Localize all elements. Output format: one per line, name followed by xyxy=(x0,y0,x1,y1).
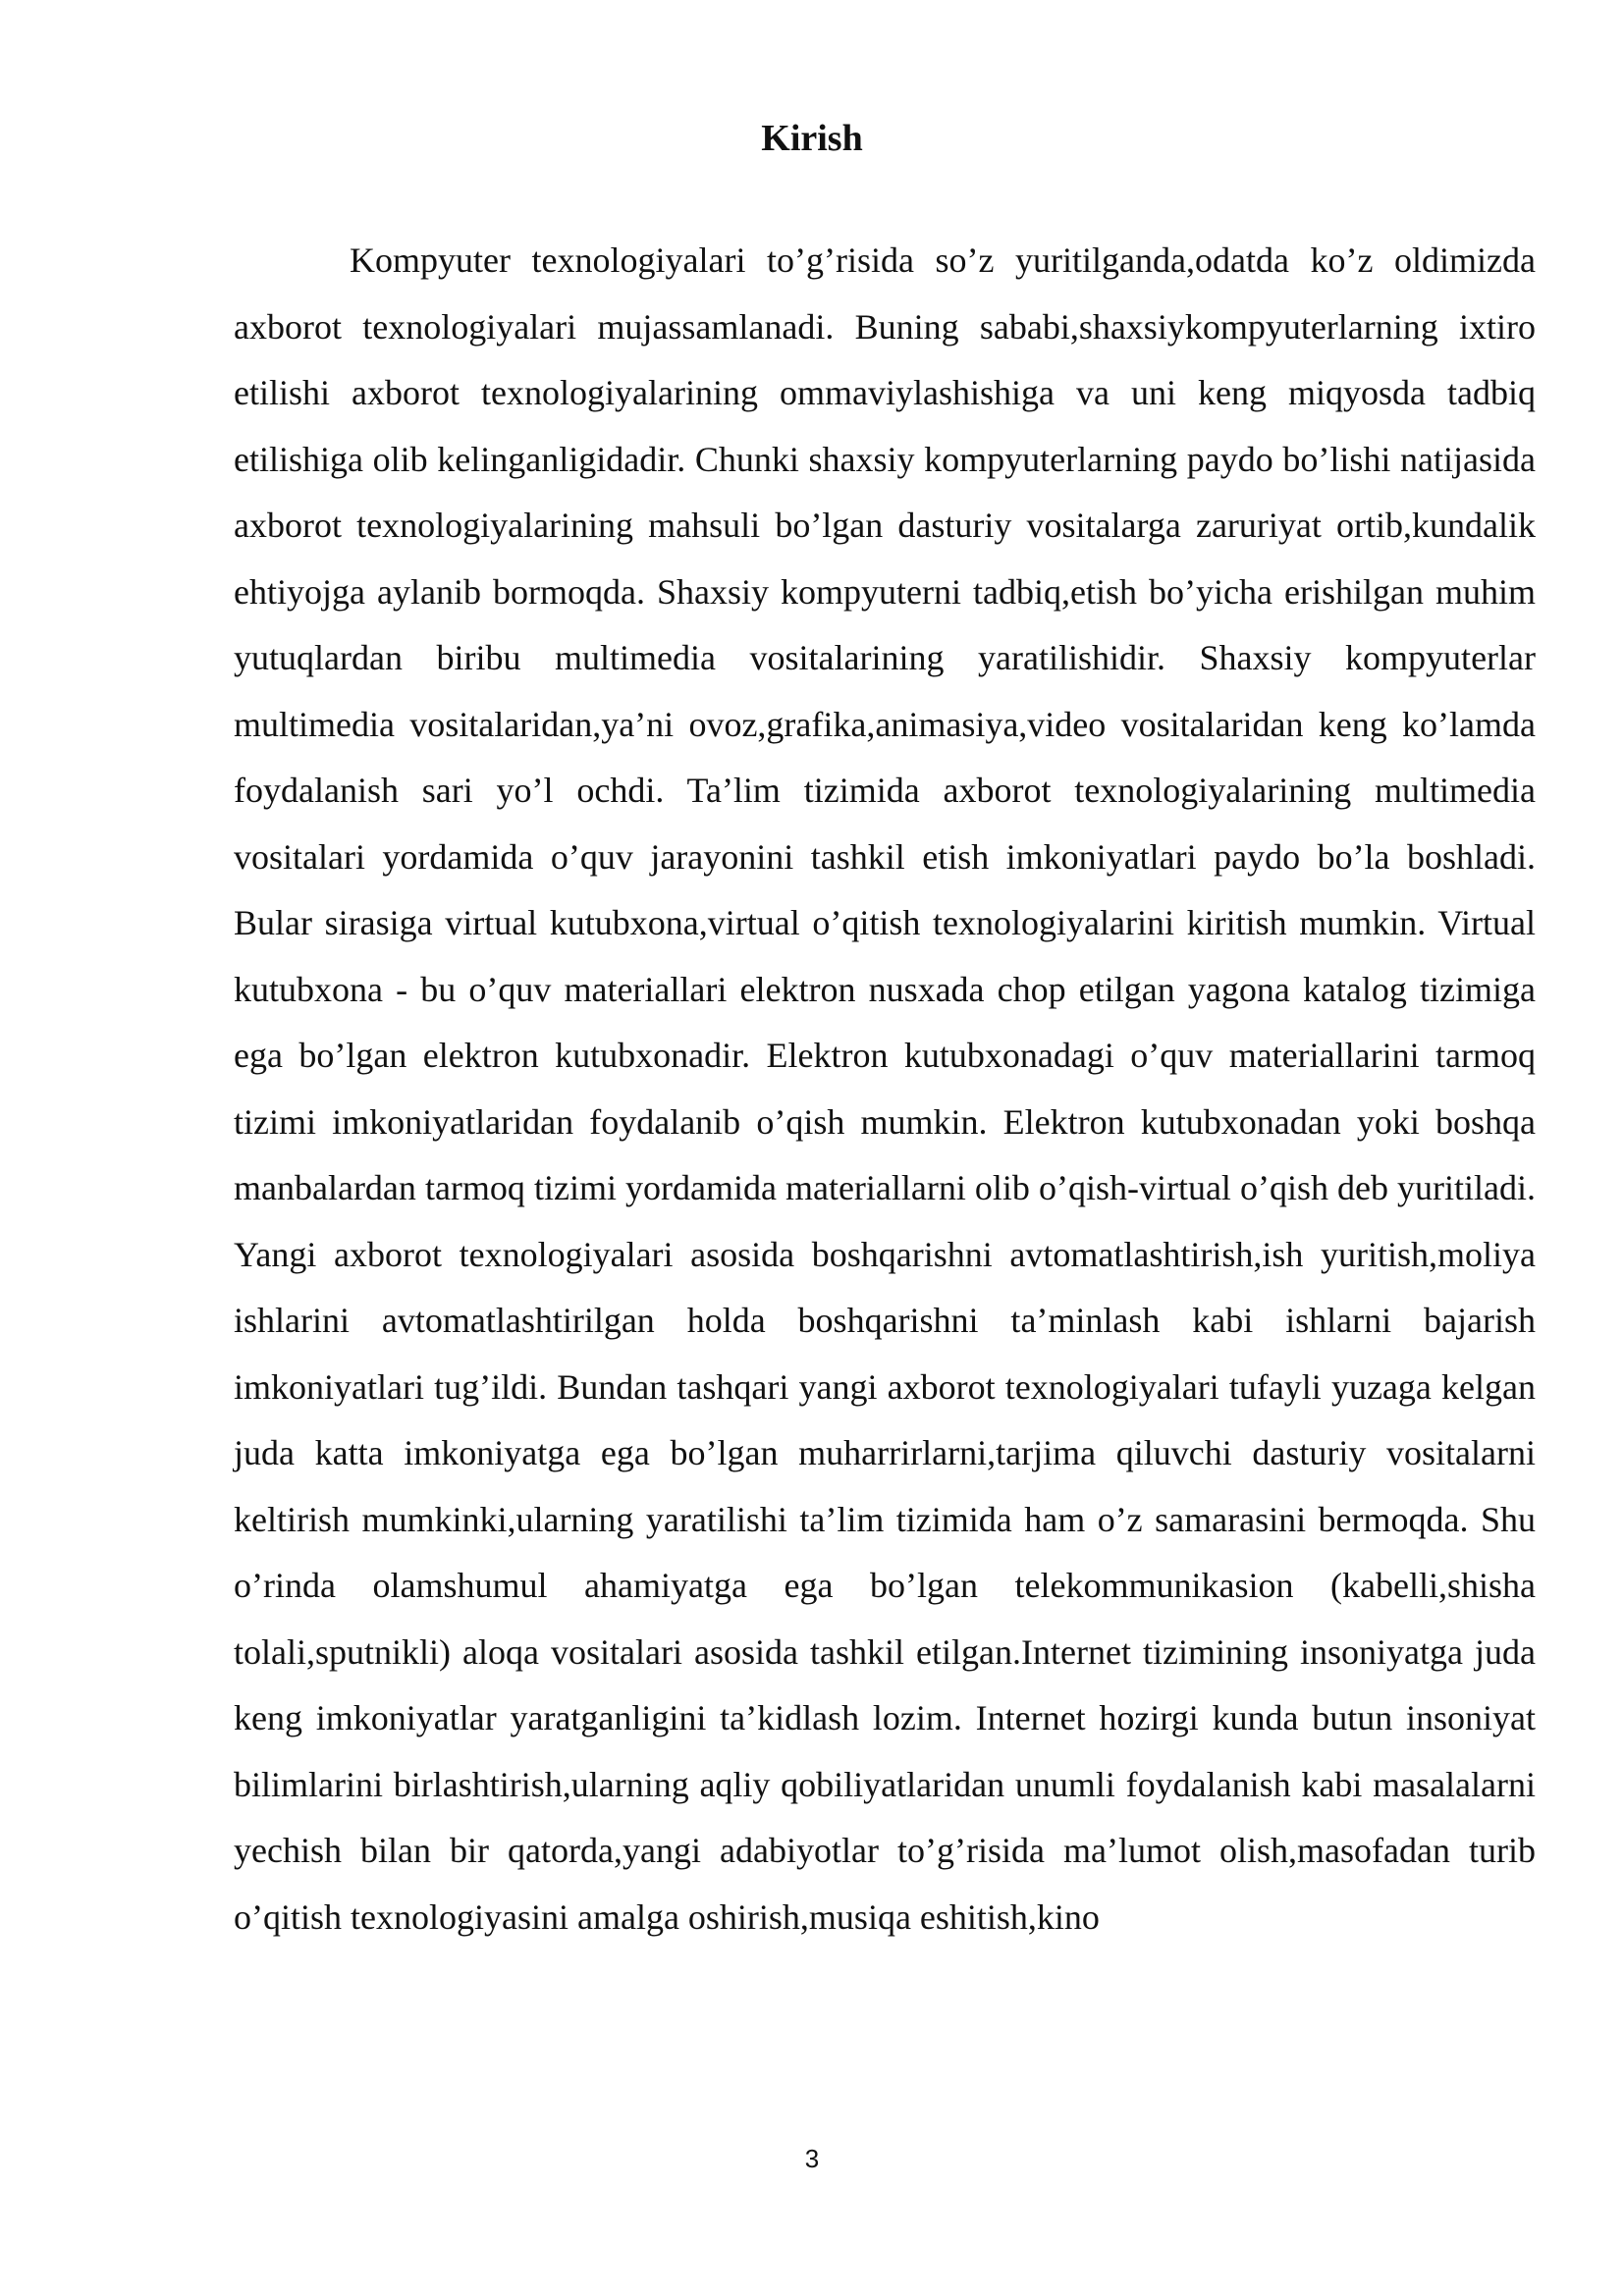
page-title: Kirish xyxy=(761,118,863,159)
page-number: 3 xyxy=(804,2144,820,2173)
body-paragraph: Kompyuter texnologiyalari to’g’risida so’z yuritilganda,odatda ko’z oldimizda axborot texnologiyalari mujassamlanadi. Buning sababi,shaxsiykompyuterlarning ixtiro etilishi axborot texnologiyalarining ommaviylashishiga va uni keng miqyosda tadbiq etilishiga olib kelinganligidadir. Chunki shaxsiy kompyuterlarning paydo bo’lishi natijasida axborot texnologiyalarining mahsuli bo’lgan dasturiy vositalarga zaruriyat ortib,kundalik ehtiyojga aylanib bormoqda. Shaxsiy kompyuterni tadbiq,etish bo’yicha erishilgan muhim yutuqlardan biribu multimedia vositalarining yaratilishidir. Shaxsiy kompyuterlar multimedia vositalaridan,ya’ni ovoz,grafika,animasiya,video vositalaridan keng ko’lamda foydalanish sari yo’l ochdi. Ta’lim tizimida axborot texnologiyalarining multimedia vositalari yordamida o’quv jarayonini tashkil etish imkoniyatlari paydo bo’la boshladi. Bular sirasiga virtual kutubxona,virtual o’qitish texnologiyalarini kiritish mumkin. Virtual kutubxona - bu o’quv materiallari elektron nusxada chop etilgan yagona katalog tizimiga ega bo’lgan elektron kutubxonadir. Elektron kutubxonadagi o’quv materiallarini tarmoq tizimi imkoniyatlaridan foydalanib o’qish mumkin. Elektron kutubxonadan yoki boshqa manbalardan tarmoq tizimi yordamida materiallarni olib o’qish-virtual o’qish deb yuritiladi. Yangi axborot texnologiyalari asosida boshqarishni avtomatlashtirish,ish yuritish,moliya ishlarini avtomatlashtirilgan holda boshqarishni ta’minlash kabi ishlarni bajarish imkoniyatlari tug’ildi. Bundan tashqari yangi axborot texnologiyalari tufayli yuzaga kelgan juda katta imkoniyatga ega bo’lgan muharrirlarni,tarjima qiluvchi dasturiy vositalarni keltirish mumkinki,ularning yaratilishi ta’lim tizimida ham o’z samarasini bermoqda. Shu o’rinda olamshumul ahamiyatga ega bo’lgan telekommunikasion (kabelli,shisha tolali,sputnikli) aloqa vositalari asosida tashkil etilgan.Internet tizimining insoniyatga juda keng imkoniyatlar yaratganligini ta’kidlash lozim. Internet hozirgi kunda butun insoniyat bilimlarini birlashtirish,ularning aqliy qobiliyatlaridan unumli foydalanish kabi masalalarni yechish bilan bir qatorda,yangi adabiyotlar to’g’risida ma’lumot olish,masofadan turib o’qitish texnologiyasini amalga oshirish,musiqa eshitish,kino xyxy=(234,240,1536,1937)
